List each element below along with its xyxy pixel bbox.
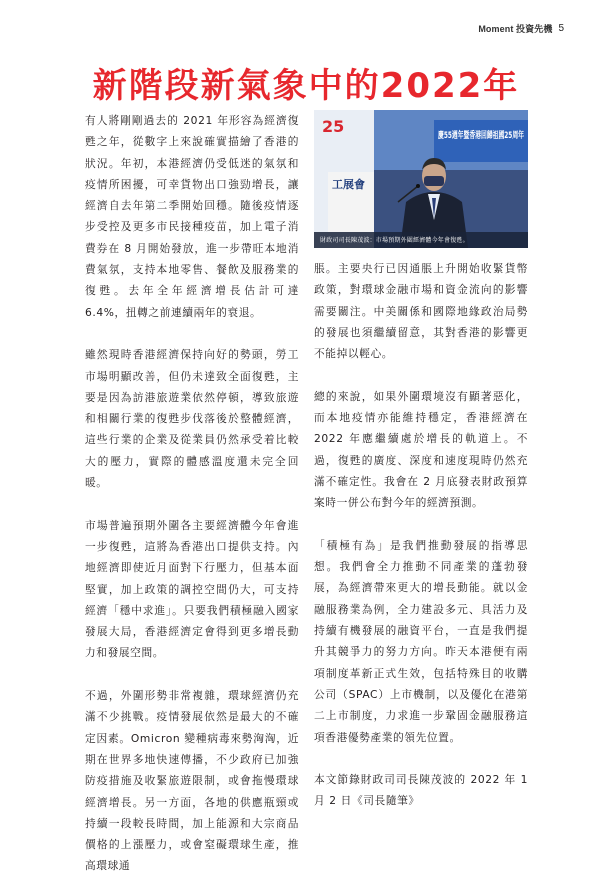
article-title: 新階段新氣象中的2022年 <box>92 66 520 106</box>
paragraph-4: 不過，外圍形勢非常複雜，環球經濟仍充滿不少挑戰。疫情發展依然是最大的不確定因素。Omicron 變種病毒來勢洶洶，近期在世界多地快速傳播，不少政府已加強防疫措施及收緊旅遊限制，或會拖慢環球經濟增長。另一方面，各地的供應瓶頸或持續一段較長時間，加上能源和大宗商品價格的上漲壓力，或會窒礙環球生產，推高環球通 <box>85 689 299 873</box>
paragraph-3: 市場普遍預期外圍各主要經濟體今年會進一步復甦，這將為香港出口提供支持。內地經濟即使近月面對下行壓力，但基本面堅實，加上政策的調控空間仍大，可支持經濟「穩中求進」。只要我們積極融入國家發展大局，香港經濟定會得到更多增長動力和發展空間。 <box>85 518 299 660</box>
photo-caption: 財政司司長陳茂波：市場預期外圍經濟體今年會復甦。 <box>320 237 469 244</box>
source-note: 本文節錄財政司司長陳茂波的 2022 年 1 月 2 日《司長隨筆》 <box>314 773 528 808</box>
paragraph-5: 脹。主要央行已因通脹上升開始收緊貨幣政策，對環球金融市場和資金流向的影響需要關注。中美關係和國際地緣政治局勢的發展也須繼續留意，其對香港的影響更不能掉以輕心。 <box>314 262 528 361</box>
paragraph-1: 有人將剛剛過去的 2021 年形容為經濟復甦之年，從數字上來說確實描繪了香港的狀況。年初，本港經濟仍受低迷的氣氛和疫情所困擾，可幸貨物出口強勁增長，讓經濟自去年第二季開始回穩。隨後疫情逐步受控及更多市民接種疫苗，加上電子消費券在 8 月開始發放，進一步帶旺本地消費氣氛，支持本地零售、餐飲及服務業的復甦。去年全年經濟增長估計可達 6.4%，扭轉之前連續兩年的衰退。 <box>85 114 299 319</box>
right-column <box>314 258 528 812</box>
page-number: 5 <box>558 23 564 34</box>
page-header <box>478 22 564 35</box>
paragraph-7: 「積極有為」是我們推動發展的指導思想。我們會全力推動不同產業的蓬勃發展，為經濟帶來更大的增長動能。就以金融服務業為例，全力建設多元、具活力及持續有機發展的融資平台，一直是我們提升其競爭力的努力方向。昨天本港便有兩項制度革新正式生效，包括特殊目的收購公司（SPAC）上市機制，以及優化在港第二上市制度，力求進一步鞏固金融服務這項香港優勢產業的領先位置。 <box>314 538 528 744</box>
banner-text: 慶55週年暨香港回歸祖國25周年 <box>438 131 572 141</box>
paragraph-2: 雖然現時香港經濟保持向好的勢頭，勞工市場明顯改善，但仍未達致全面復甦，主要是因為訪港旅遊業依然停頓，導致旅遊和相關行業的復甦步伐落後於整體經濟，這些行業的企業及從業員仍然承受着比較大的壓力，實際的體感溫度還未完全回暖。 <box>85 348 299 490</box>
podium-sign: 工展會 <box>332 178 365 191</box>
photo-scene <box>314 110 572 248</box>
publication-name: Moment 投資先機 <box>478 24 553 34</box>
paragraph-6: 總的來說，如果外圍環境沒有顯著惡化，而本地疫情亦能維持穩定，香港經濟在 2022 年應繼續處於增長的軌道上。不過，復甦的廣度、深度和速度現時仍然充滿不確定性。我會在 2 月底發表財政預算案時一併公布對今年的經濟預測。 <box>314 389 528 510</box>
left-column <box>85 110 299 877</box>
logo-mark: 25 <box>322 117 345 136</box>
article-photo <box>314 110 572 248</box>
